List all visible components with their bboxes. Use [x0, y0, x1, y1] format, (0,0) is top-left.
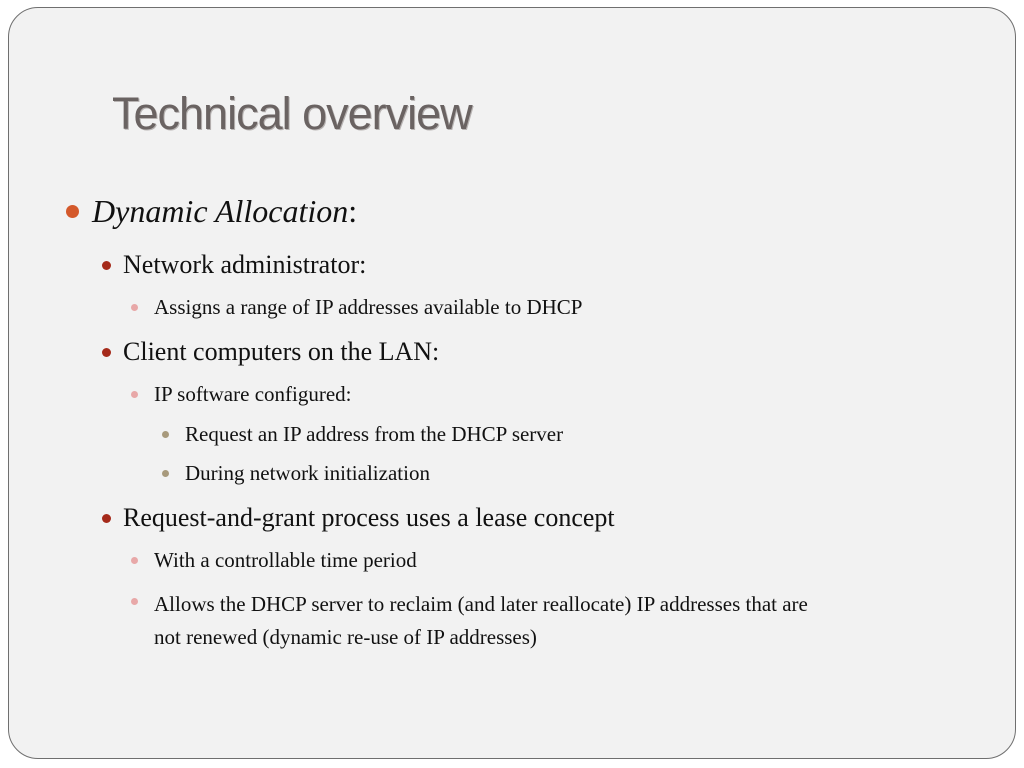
bullet-during-initialization [185, 461, 430, 486]
bullet-text-line2: not renewed (dynamic re-use of IP addresses) [154, 625, 537, 649]
bullet-dot-level2 [102, 261, 111, 270]
bullet-text-line1: Allows the DHCP server to reclaim (and later reallocate) IP addresses that are [154, 592, 808, 616]
bullet-dot-level4 [162, 431, 169, 438]
bullet-text: With a controllable time period [154, 548, 417, 572]
bullet-assigns-range [154, 295, 582, 320]
bullet-text: Request an IP address from the DHCP server [185, 422, 564, 446]
bullet-dot-level2 [102, 514, 111, 523]
bullet-client-computers [123, 337, 439, 367]
bullet-text: Network administrator: [123, 250, 367, 279]
bullet-request-ip [185, 422, 563, 447]
bullet-ip-software [154, 382, 352, 407]
bullet-text: IP software configured: [154, 382, 352, 406]
bullet-dot-level3 [131, 304, 138, 311]
bullet-text-suffix: : [348, 193, 358, 229]
bullet-reclaim-addresses [154, 588, 808, 654]
bullet-dot-level4 [162, 470, 169, 477]
bullet-text: Assigns a range of IP addresses available to DHCP [154, 295, 583, 319]
bullet-text-italic: Dynamic Allocation [92, 193, 349, 229]
bullet-dot-level3 [131, 598, 138, 605]
bullet-request-and-grant [123, 503, 615, 533]
bullet-controllable-time [154, 548, 417, 573]
bullet-dot-level2 [102, 348, 111, 357]
bullet-network-administrator [123, 250, 366, 280]
slide-title: Technical overview [112, 88, 472, 139]
bullet-dot-level3 [131, 391, 138, 398]
bullet-dynamic-allocation [92, 193, 357, 230]
bullet-text: During network initialization [185, 461, 430, 485]
bullet-text: Client computers on the LAN: [123, 337, 440, 366]
bullet-dot-level1 [66, 205, 79, 218]
bullet-text: Request-and-grant process uses a lease concept [123, 503, 615, 532]
bullet-dot-level3 [131, 557, 138, 564]
